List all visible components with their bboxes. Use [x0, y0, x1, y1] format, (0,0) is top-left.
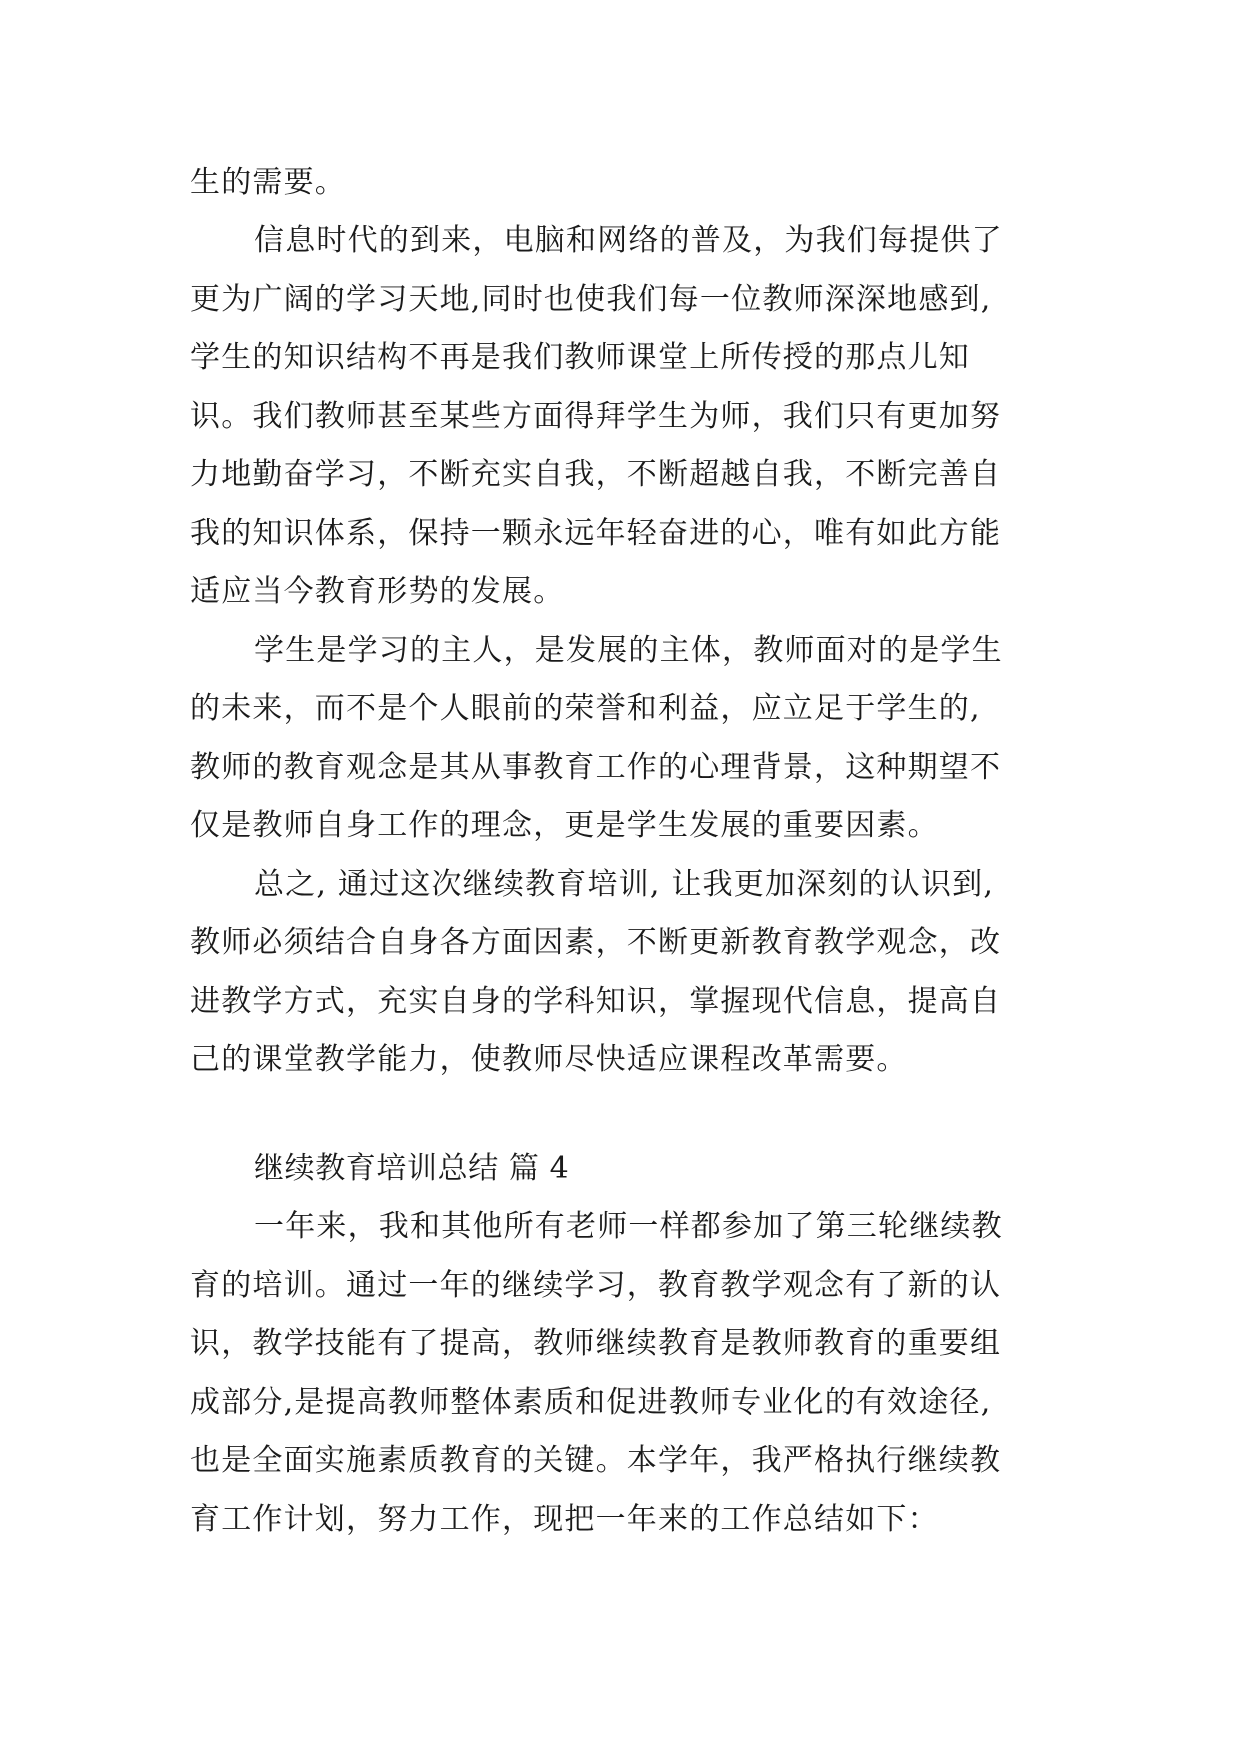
text-line: 学生的知识结构不再是我们教师课堂上所传授的那点儿知 — [190, 340, 970, 375]
text-line: 的未来，而不是个人眼前的荣誉和利益，应立足于学生的, — [190, 691, 981, 726]
text-line: 更为广阔的学习天地,同时也使我们每一位教师深深地感到, — [190, 282, 992, 317]
text-line: 信息时代的到来，电脑和网络的普及，为我们每提供了 — [254, 223, 1003, 258]
text-line: 教师必须结合自身各方面因素，不断更新教育教学观念，改 — [190, 925, 1002, 960]
text-line: 己的课堂教学能力，使教师尽快适应课程改革需要。 — [190, 1042, 908, 1077]
text-line: 生的需要。 — [190, 165, 346, 200]
text-line: 适应当今教育形势的发展。 — [190, 574, 565, 609]
text-line: 一年来，我和其他所有老师一样都参加了第三轮继续教 — [254, 1209, 1003, 1244]
text-line: 力地勤奋学习，不断充实自我，不断超越自我，不断完善自 — [190, 457, 1002, 492]
text-line: 学生是学习的主人，是发展的主体，教师面对的是学生 — [254, 633, 1003, 668]
text-line: 成部分,是提高教师整体素质和促进教师专业化的有效途径, — [190, 1385, 992, 1420]
text-line: 仅是教师自身工作的理念，更是学生发展的重要因素。 — [190, 808, 939, 843]
text-line: 育工作计划，努力工作，现把一年来的工作总结如下： — [190, 1502, 939, 1537]
text-line: 识。我们教师甚至某些方面得拜学生为师，我们只有更加努 — [190, 399, 1002, 434]
text-line: 教师的教育观念是其从事教育工作的心理背景，这种期望不 — [190, 750, 1002, 785]
text-line: 进教学方式，充实自身的学科知识，掌握现代信息，提高自 — [190, 984, 1002, 1019]
text-line: 我的知识体系，保持一颗永远年轻奋进的心，唯有如此方能 — [190, 516, 1002, 551]
text-line: 也是全面实施素质教育的关键。本学年，我严格执行继续教 — [190, 1443, 1002, 1478]
text-line: 育的培训。通过一年的继续学习，教育教学观念有了新的认 — [190, 1268, 1002, 1303]
text-line: 总之, 通过这次继续教育培训, 让我更加深刻的认识到, — [254, 867, 995, 902]
section-heading: 继续教育培训总结 篇 4 — [254, 1151, 570, 1186]
text-line: 识，教学技能有了提高，教师继续教育是教师教育的重要组 — [190, 1326, 1002, 1361]
